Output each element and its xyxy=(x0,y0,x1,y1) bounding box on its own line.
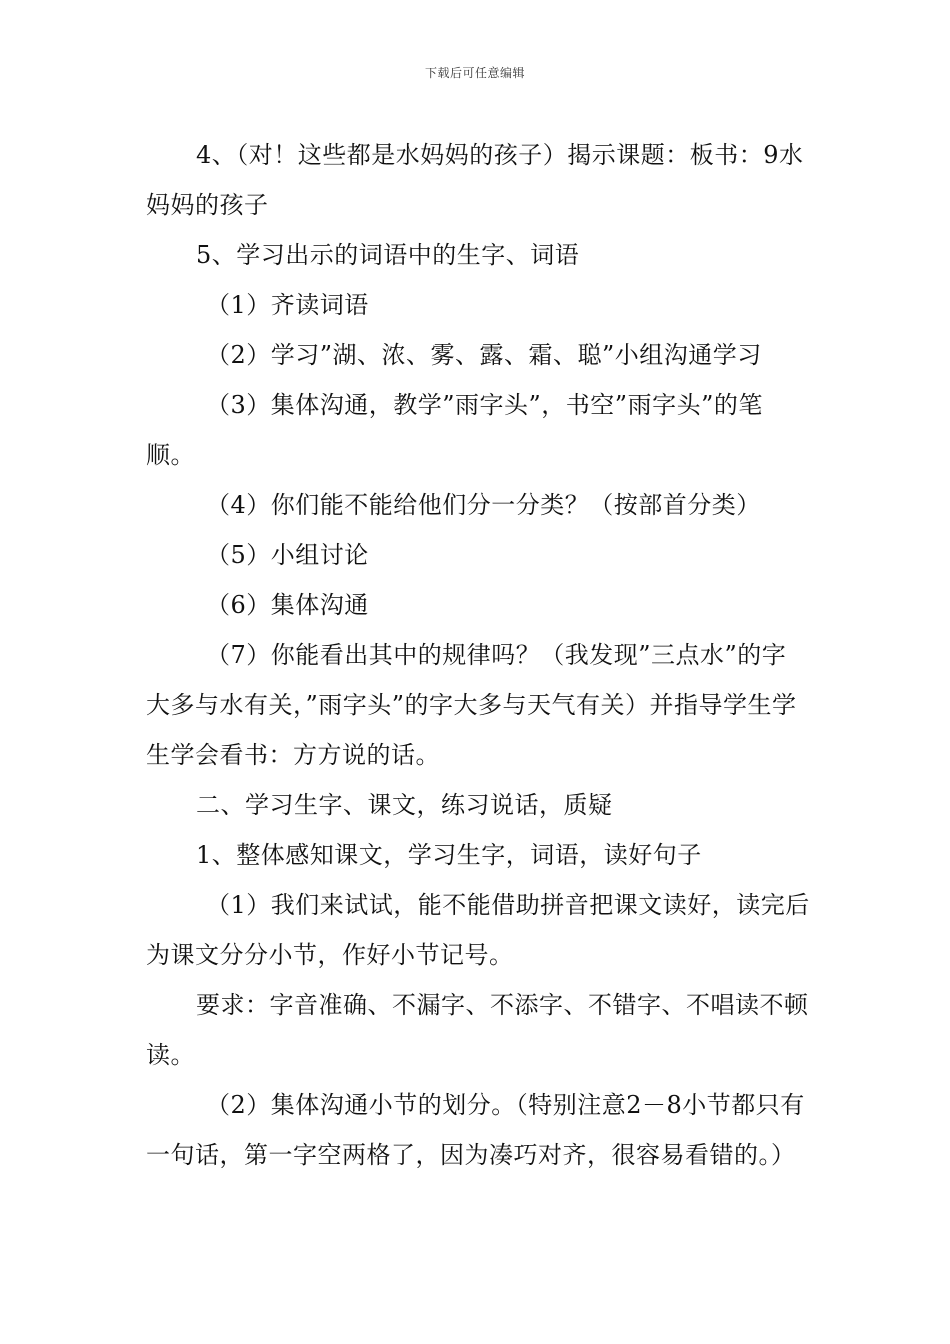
paragraph-sub-2: （2）集体沟通小节的划分。（特别注意2－8小节都只有一句话，第一字空两格了，因为凑巧对齐，很容易看错的。） xyxy=(146,1091,805,1169)
paragraph-1-overall-reading: 1、整体感知课文，学习生字，词语，读好句子 xyxy=(196,841,702,869)
paragraph-step-6: （6）集体沟通 xyxy=(206,591,369,619)
section-heading-2: 二、学习生字、课文，练习说话，质疑 xyxy=(196,791,613,819)
paragraph-step-2: （2）学习”湖、浓、雾、露、霜、聪”小组沟通学习 xyxy=(206,341,762,369)
paragraph-sub-1: （1）我们来试试，能不能借助拼音把课文读好，读完后为课文分分小节，作好小节记号。 xyxy=(146,891,810,969)
paragraph-step-1: （1）齐读词语 xyxy=(206,291,369,319)
header-note: 下载后可任意编辑 xyxy=(424,66,525,80)
paragraph-step-3: （3）集体沟通，教学”雨字头”，书空”雨字头”的笔顺。 xyxy=(146,391,763,469)
paragraph-step-7: （7）你能看出其中的规律吗？（我发现”三点水”的字大多与水有关，”雨字头”的字大多与天气有关）并指导学生学生学会看书：方方说的话。 xyxy=(146,641,797,769)
paragraph-5-learn-words: 5、学习出示的词语中的生字、词语 xyxy=(196,241,580,269)
paragraph-step-5: （5）小组讨论 xyxy=(206,541,369,569)
paragraph-requirements: 要求：字音准确、不漏字、不添字、不错字、不唱读不顿读。 xyxy=(146,991,809,1069)
paragraph-4-reveal-title: 4、（对！这些都是水妈妈的孩子）揭示课题：板书：9水妈妈的孩子 xyxy=(146,141,804,219)
document-body xyxy=(146,130,810,1180)
paragraph-step-4: （4）你们能不能给他们分一分类？（按部首分类） xyxy=(206,491,761,519)
